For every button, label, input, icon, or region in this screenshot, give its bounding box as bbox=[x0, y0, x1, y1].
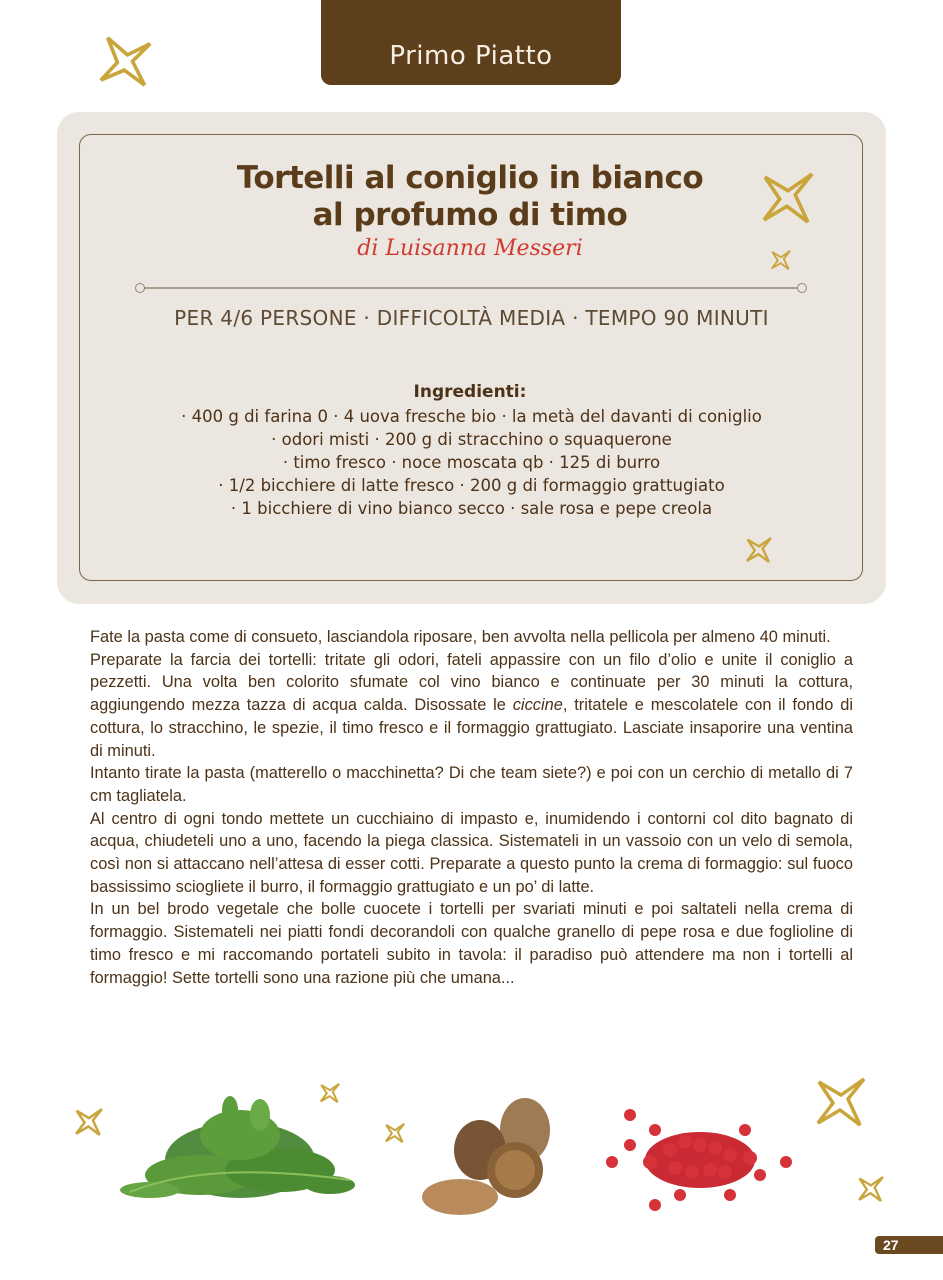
section-label: Primo Piatto bbox=[389, 41, 553, 71]
star-icon bbox=[771, 250, 791, 270]
instruction-paragraph: In un bel brodo vegetale che bolle cuocete i tortelli per svariati minuti e poi saltateli nella crema di formaggio. Sistemateli nei piatti fondi decorandoli con qualche granello di pepe rosa e due foglioline di timo fresco e mi raccomando portateli subito in tavola: il paradiso può attendere ma non i tortelli al formaggio! Sette tortelli sono una razione più che umana... bbox=[90, 900, 853, 987]
ingredients-line: · 400 g di farina 0 · 4 uova fresche bio · la metà del davanti di coniglio bbox=[181, 407, 762, 426]
ingredients-heading: Ingredienti: bbox=[413, 382, 527, 402]
instruction-paragraph: Preparate la farcia dei tortelli: tritate gli odori, fateli appassire con un filo d’olio e unite il coniglio a pezzetti. Una volta ben colorito sfumate col vino bianco e continuate per 30 minuti la cottura, aggiungendo mezza tazza di acqua calda. Disossate le ciccine, tritatele e mescolatele con il fondo di cottura, lo stracchino, le spezie, il timo fresco e il formaggio grattugiato. Lasciate insaporire una ventina di minuti. bbox=[90, 650, 853, 760]
star-icon bbox=[746, 537, 772, 563]
ingredients-list bbox=[120, 405, 823, 520]
recipe-title bbox=[150, 160, 790, 234]
instruction-paragraph: Fate la pasta come di consueto, lasciandola riposare, ben avvolta nella pellicola per almeno 40 minuti. bbox=[90, 628, 831, 646]
star-icon bbox=[75, 1108, 103, 1136]
instruction-paragraph: Al centro di ogni tondo mettete un cucchiaino di impasto e, inumidendo i contorni col dito bagnato di acqua, chiudeteli uno a uno, facendo la piega classica. Sistemateli in un vassoio con un velo di semola, così non si attaccano nell’attesa di esser cotti. Preparate a questo punto la crema di formaggio: sul fuoco bassissimo sciogliete il burro, il formaggio grattugiato e un po’ di latte. bbox=[90, 809, 853, 896]
divider bbox=[135, 282, 807, 294]
star-icon bbox=[385, 1123, 405, 1143]
recipe-meta: PER 4/6 PERSONE · DIFFICOLTÀ MEDIA · TEMPO 90 MINUTI bbox=[174, 306, 769, 330]
ingredients-line: · 1/2 bicchiere di latte fresco · 200 g di formaggio grattugiato bbox=[218, 476, 725, 495]
section-tab bbox=[321, 0, 621, 85]
star-icon bbox=[858, 1176, 884, 1202]
recipe-title-line1: Tortelli al coniglio in bianco bbox=[236, 160, 704, 196]
star-icon bbox=[94, 31, 158, 93]
instruction-paragraph: Intanto tirate la pasta (matterello o macchinetta? Di che team siete?) e poi con un cerchio di metallo di 7 cm tagliatela. bbox=[90, 764, 853, 805]
instructions bbox=[90, 626, 853, 989]
recipe-title-line2: al profumo di timo bbox=[312, 197, 628, 233]
ingredients-line: · odori misti · 200 g di stracchino o squaquerone bbox=[271, 430, 672, 449]
pink-peppercorns-photo bbox=[600, 1100, 810, 1220]
nutmeg-photo bbox=[415, 1085, 565, 1225]
star-icon bbox=[816, 1077, 866, 1127]
ingredients-line: · 1 bicchiere di vino bianco secco · sale rosa e pepe creola bbox=[230, 499, 713, 518]
page-number: 27 bbox=[875, 1236, 943, 1254]
star-icon bbox=[320, 1083, 340, 1103]
ingredients-line: · timo fresco · noce moscata qb · 125 di burro bbox=[282, 453, 661, 472]
recipe-author: di Luisanna Messeri bbox=[357, 236, 583, 261]
thyme-photo bbox=[90, 1080, 390, 1230]
